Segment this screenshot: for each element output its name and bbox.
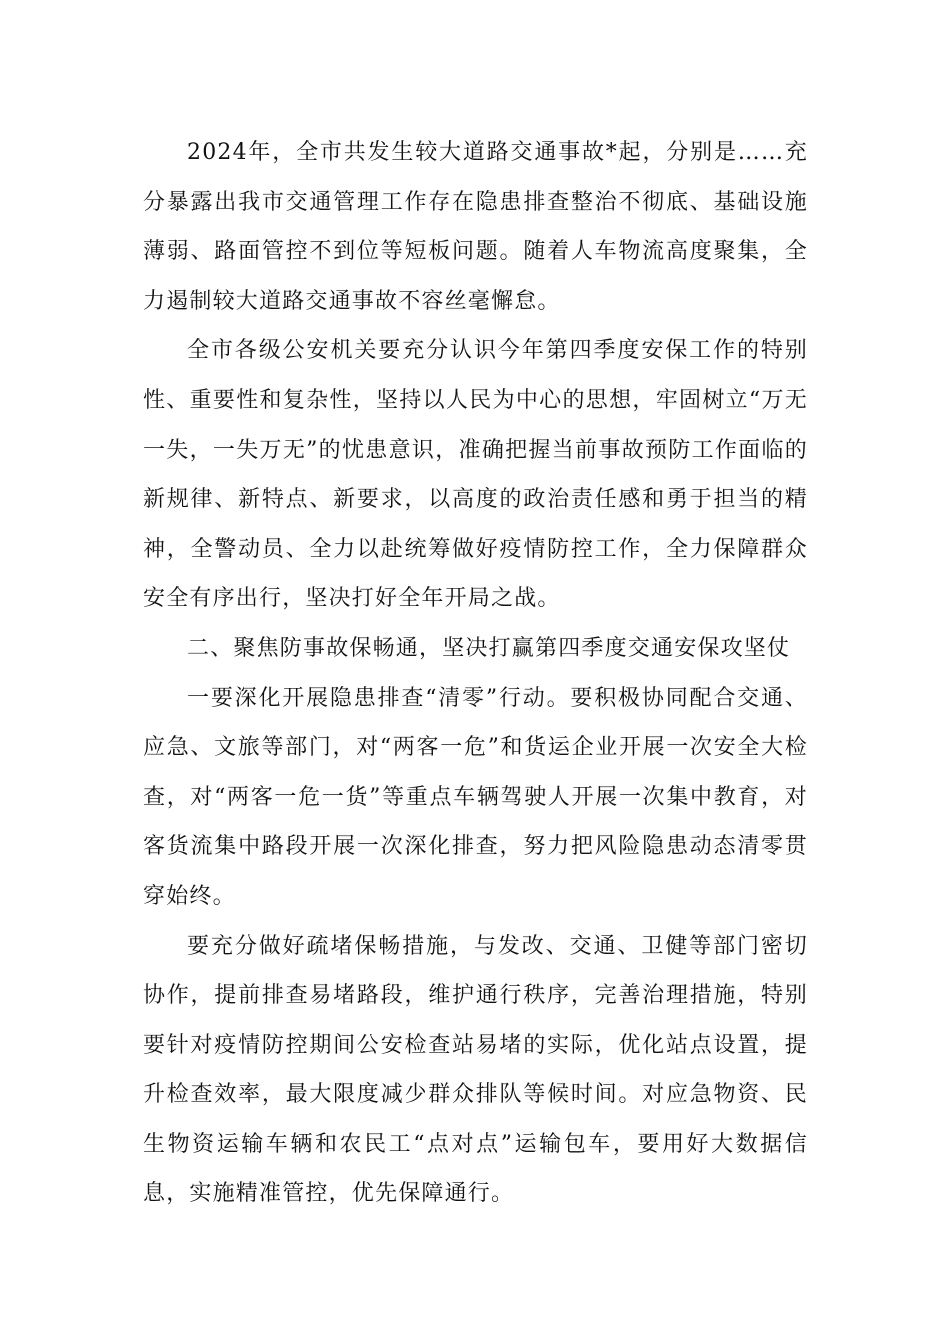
paragraph-congestion-measures: 要充分做好疏堵保畅措施，与发改、交通、卫健等部门密切协作，提前排查易堵路段，维护通行秩序，完善治理措施，特别要针对疫情防控期间公安检查站易堵的实际，优化站点设置，提升检查效率，最大限度减少群众排队等候时间。对应急物资、民生物资运输车辆和农民工“点对点”运输包车，要用好大数据信息，实施精准管控，优先保障通行。 <box>143 933 808 1207</box>
document-body <box>143 128 808 1219</box>
section-heading-two: 二、聚焦防事故保畅通，坚决打赢第四季度交通安保攻坚仗 <box>187 635 791 661</box>
paragraph-accident-summary: 2024年，全市共发生较大道路交通事故*起，分别是……充分暴露出我市交通管理工作存在隐患排查整治不彻底、基础设施薄弱、路面管控不到位等短板问题。随着人车物流高度聚集，全力遏制较大道路交通事故不容丝毫懈怠。 <box>143 140 808 314</box>
paragraph-hazard-clearance: 一要深化开展隐患排查“清零”行动。要积极协同配合交通、应急、文旅等部门，对“两客一危”和货运企业开展一次安全大检查，对“两客一危一货”等重点车辆驾驶人开展一次集中教育，对客货流集中路段开展一次深化排查，努力把风险隐患动态清零贯穿始终。 <box>143 685 808 909</box>
paragraph-security-awareness: 全市各级公安机关要充分认识今年第四季度安保工作的特别性、重要性和复杂性，坚持以人民为中心的思想，牢固树立“万无一失，一失万无”的忧患意识，准确把握当前事故预防工作面临的新规律、新特点、新要求，以高度的政治责任感和勇于担当的精神，全警动员、全力以赴统筹做好疫情防控工作，全力保障群众安全有序出行，坚决打好全年开局之战。 <box>143 338 808 612</box>
